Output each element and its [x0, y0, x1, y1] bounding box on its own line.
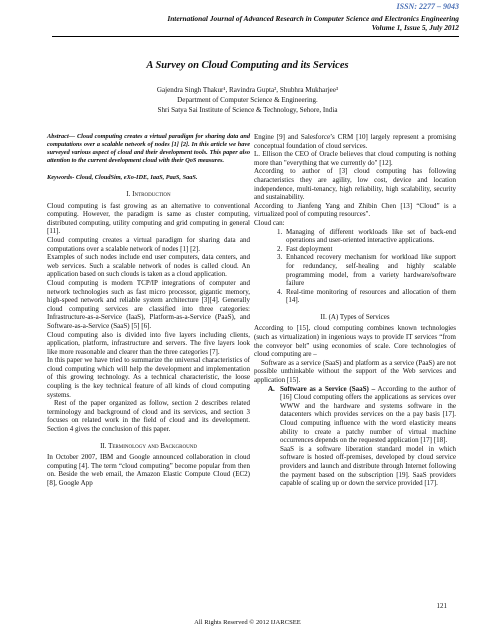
journal-header — [99, 14, 459, 32]
service-types-list — [254, 385, 456, 488]
subsection-heading: II. (A) Types of Services — [320, 312, 390, 321]
body-paragraph: Engine [9] and Salesforce’s CRM [10] largely represent a promising conceptual foundation of cloud services. — [254, 133, 456, 150]
abstract — [47, 133, 250, 165]
section-2-heading: II. Terminology and Background — [100, 441, 197, 450]
body-paragraph: Cloud can: — [254, 218, 285, 227]
body-paragraph: Examples of such nodes include end user computers, data centers, and web services. Such a scalable network of nodes is called cloud. An application based on such clouds is taken as a cloud application. — [47, 253, 250, 279]
abstract-body: Cloud computing creates a virtual paradigm for sharing data and computations over a scalable network of nodes [1] [2]. In this article we have surveyed various aspect of cloud and their development tools. This paper also attention to the current development cloud with their QoS measures. — [47, 133, 250, 164]
keywords: Keywords- Cloud, CloudSim, eXo-IDE, IaaS, PaaS, SaaS. — [47, 174, 198, 181]
item-a-text: According to the author of [16] Cloud computing offers the applications as services over WWW and the hardware and systems software in the datacenters which provides services on the a pay basis [17]. Cloud computing influence with the word elasticity means ability to create a patchy number of virtual machine occurrences depends on the requested application [17] [18]. — [280, 384, 457, 445]
page-number: 121 — [436, 602, 447, 610]
list-item: 4. Real-time monitoring of resources and allocation of them [14]. — [284, 288, 456, 305]
list-item: 3. Enhanced recovery mechanism for workload like support for redundancy, self-healing and highly scalable programming model, from a variety hardware/software failure — [284, 253, 456, 287]
footer-copyright: All Rights Reserved © 2012 IJARCSEE — [194, 619, 301, 626]
body-paragraph: According to author of [3] cloud computing has following characteristics they are agility, low cost, device and location independence, multi-tenancy, high reliability, high scalability, security and sustainability. — [254, 167, 456, 202]
item-a-paragraph — [280, 385, 456, 445]
issn-label: ISSN: 2277 – 9043 — [396, 2, 459, 11]
left-column — [47, 133, 250, 488]
body-paragraph: According to [15], cloud computing combines known technologies (such as virtualization) in ingenious ways to provide IT services “from the conveyor belt” using economies of scale. Core technologies of cloud computing are – — [254, 324, 456, 359]
body-paragraph: In October 2007, IBM and Google announced collaboration in cloud computing [4]. The term “cloud computing” become popular from then on. Beside the web email, the Amazon Elastic Compute Cloud (EC2) [8], Google App — [47, 453, 250, 487]
capabilities-list — [254, 228, 456, 305]
author-block — [0, 85, 495, 115]
author-institute: Shri Satya Sai Institute of Science & Technology, Sehore, India — [157, 106, 338, 114]
header-rule — [52, 36, 459, 37]
body-paragraph: Software as a service (SaaS) and platform as a service (PaaS) are not possible unthinkable without the support of the Web services and application [15]. — [254, 358, 456, 385]
body-paragraph: Rest of the paper organized as follow, section 2 describes related terminology and background of cloud and its services, and section 3 focuses on related work in the field of cloud and its development. Section 4 gives the conclusion of this paper. — [47, 399, 250, 434]
body-paragraph: Cloud computing also is divided into five layers including clients, application, platform, infrastructure and servers. The five layers look like more reasonable and clearer than the three categories [7]. — [47, 330, 250, 356]
body-paragraph: Cloud computing creates a virtual paradigm for sharing data and computations over a scalable network of nodes [1] [2]. — [47, 235, 250, 253]
right-column — [254, 133, 456, 488]
body-paragraph: Cloud computing is modern TCP/IP integrations of computer and network technologies such as fast micro processor, gigantic memory, high-speed network and reliable system architecture [3][4]. Generally cloud computing services are classified into three categories: Infrastructure-as-a-Service (IaaS), Platform-as-a-Service (PaaS), and Software-as-a-Service (SaaS) [5] [6]. — [47, 278, 250, 330]
body-paragraph: According to Jianfeng Yang and Zhibin Chen [13] “Cloud” is a virtualized pool of computing resources". — [254, 201, 456, 219]
body-paragraph: L. Ellison the CEO of Oracle believes that cloud computing is nothing more than "everything that we currently do" [12]. — [254, 150, 456, 167]
author-department: Department of Computer Science & Engineering. — [177, 96, 318, 104]
list-item: 1. Managing of different workloads like set of back-end operations and user-oriented interactive applications. — [284, 228, 456, 245]
section-1-heading: I. Introduction — [126, 190, 171, 198]
item-a-label: Software as a Service (SaaS) – — [280, 384, 376, 393]
paper-title: A Survey on Cloud Computing and its Services — [146, 60, 349, 71]
abstract-lead: Abstract— — [47, 133, 75, 140]
item-a-paragraph-2: SaaS is a software liberation standard model in which software is hosted off-premises, developed by cloud service providers and launch and distribute through Internet following the payment based on the subscription [19]. SaaS providers capable of scaling up or down the service provided [17]. — [280, 444, 456, 488]
list-item — [268, 384, 457, 488]
list-item: 2. Fast deployment — [284, 245, 456, 254]
list-marker: A. — [268, 384, 275, 393]
author-names: Gajendra Singh Thakur¹, Ravindra Gupta², Shubhra Mukharjee³ — [156, 86, 339, 94]
body-paragraph: In this paper we have tried to summarize the universal characteristics of cloud computing which will help the development and implementation of this growing technology. As a technical characteristic, the loose coupling is the key technical feature of all kinds of cloud computing systems. — [47, 356, 250, 399]
body-paragraph: Cloud computing is fast growing as an alternative to conventional computing. However, the paradigm is same as cluster computing, distributed computing, utility computing and grid computing in general [11]. — [47, 201, 250, 236]
journal-name: International Journal of Advanced Research in Computer Science and Electronics Engineering — [167, 14, 459, 23]
journal-volume: Volume 1, Issue 5, July 2012 — [371, 23, 459, 32]
